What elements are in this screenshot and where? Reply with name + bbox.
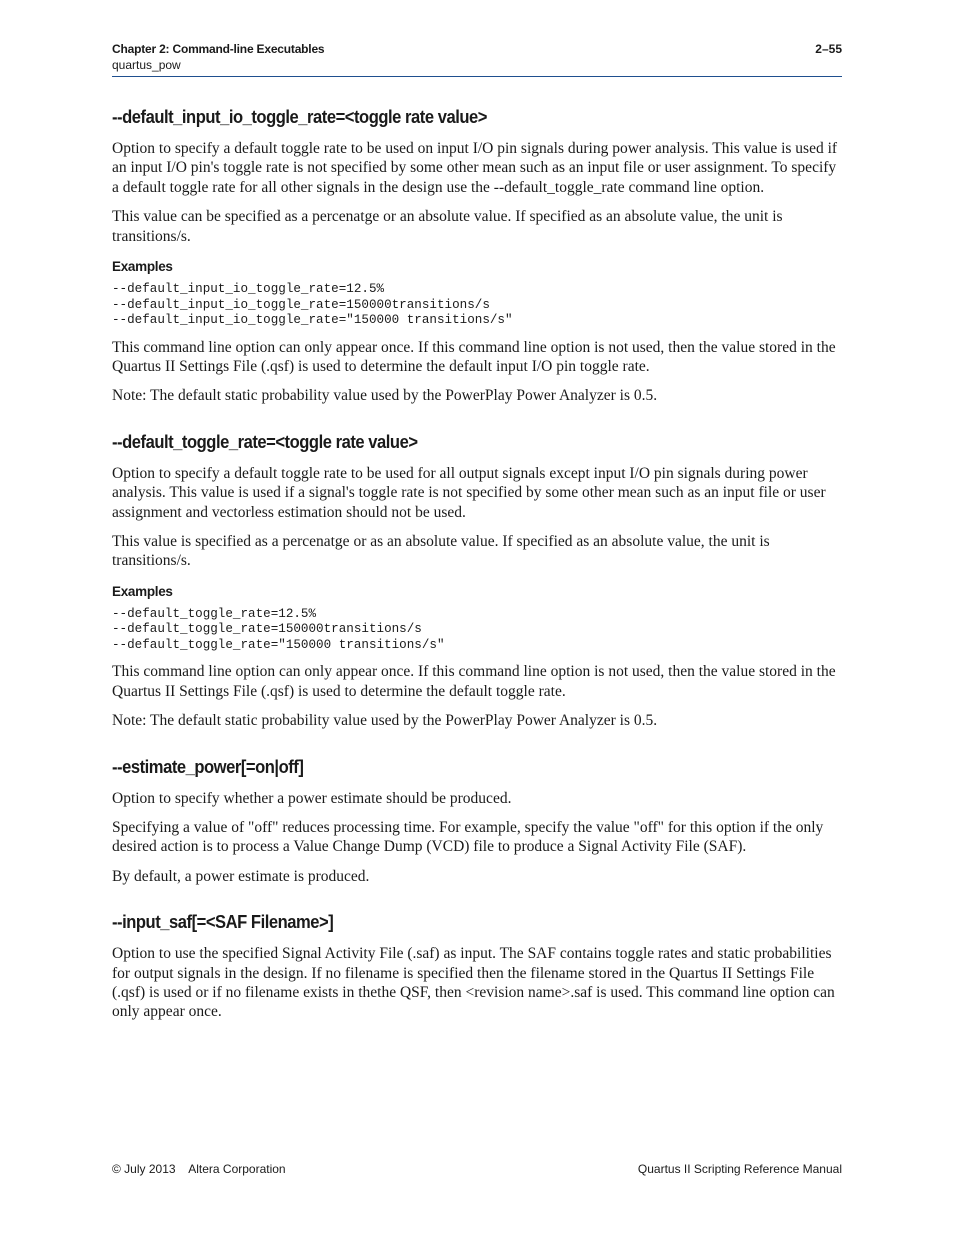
section-input-saf (112, 908, 842, 1022)
section-estimate-power (112, 753, 842, 887)
section-heading: --estimate_power[=on|off] (112, 756, 304, 777)
page-content (112, 103, 842, 1032)
code-line: --default_toggle_rate=12.5% (112, 606, 317, 621)
paragraph: Option to specify a default toggle rate to be used on input I/O pin signals during power analysis. This value is used if an input I/O pin's toggle rate is not specified by some other mean such as an input file or user assignment. To specify a default toggle rate for all other signals in the design use the --default_toggle_rate command line option. (112, 140, 838, 196)
paragraph: Specifying a value of "off" reduces processing time. For example, specify the value "off" for this option if the only desired action is to process a Value Change Dump (VCD) file to produce a Signal Activity File (SAF). (112, 818, 824, 856)
section-heading: --default_input_io_toggle_rate=<toggle rate value> (112, 107, 488, 127)
paragraph: Option to specify a default toggle rate to be used for all output signals except input I/O pin signals during power analysis. This value is used if a signal's toggle rate is not specified by some other mean such as an input file or user assignment and vectorless estimation should not be used. (112, 464, 826, 521)
section-heading: --default_toggle_rate=<toggle rate value> (112, 431, 418, 452)
footer-date: © July 2013 (112, 1162, 176, 1176)
header-section-name: quartus_pow (112, 58, 181, 72)
footer-left (112, 1162, 296, 1176)
code-line: --default_input_io_toggle_rate="150000 transitions/s" (112, 313, 513, 328)
paragraph: This value can be specified as a percenatge or an absolute value. If specified as an absolute value, the unit is transitions/s. (112, 208, 783, 245)
code-line: --default_toggle_rate="150000 transitions/s" (112, 637, 445, 652)
paragraph: This command line option can only appear once. If this command line option is not used, then the value stored in the Quartus II Settings File (.qsf) is used to determine the default toggle rate. (112, 663, 836, 700)
note-paragraph: Note: The default static probability value used by the PowerPlay Power Analyzer is 0.5. (112, 712, 658, 730)
paragraph: This value is specified as a percenatge or as an absolute value. If specified as an absolute value, the unit is transitions/s. (112, 532, 770, 570)
paragraph: By default, a power estimate is produced. (112, 867, 370, 885)
section-default-toggle-rate (112, 428, 842, 731)
footer-manual-title: Quartus II Scripting Reference Manual (637, 1162, 842, 1176)
examples-heading: Examples (112, 583, 173, 599)
paragraph: Option to use the specified Signal Activity File (.saf) as input. The SAF contains toggle rates and static probabilities for output signals in the design. If no filename is specified then the filename stored in the Quartus II Settings File (.qsf) is used or if no filename exists in thethe QSF, then <revision name>.saf is used. This command line option can only appear once. (112, 945, 835, 1021)
code-block (112, 607, 842, 654)
note-paragraph: Note: The default static probability value used by the PowerPlay Power Analyzer is 0.5. (112, 387, 658, 405)
paragraph: Option to specify whether a power estimate should be produced. (112, 789, 512, 807)
header-chapter-title: Chapter 2: Command-line Executables (112, 42, 325, 56)
section-default-input-io-toggle-rate (112, 103, 842, 406)
paragraph: This command line option can only appear once. If this command line option is not used, then the value stored in the Quartus II Settings File (.qsf) is used to determine the default input I/O pin toggle rate. (112, 338, 836, 375)
code-block (112, 282, 842, 329)
header-divider (112, 76, 842, 77)
code-line: --default_input_io_toggle_rate=12.5% (112, 282, 385, 297)
code-line: --default_toggle_rate=150000transitions/s (112, 622, 422, 637)
examples-heading: Examples (112, 259, 173, 275)
header-page-number: 2–55 (815, 42, 842, 56)
section-heading: --input_saf[=<SAF Filename>] (112, 912, 334, 933)
footer-company: Altera Corporation (188, 1162, 286, 1176)
code-line: --default_input_io_toggle_rate=150000transitions/s (112, 297, 490, 312)
